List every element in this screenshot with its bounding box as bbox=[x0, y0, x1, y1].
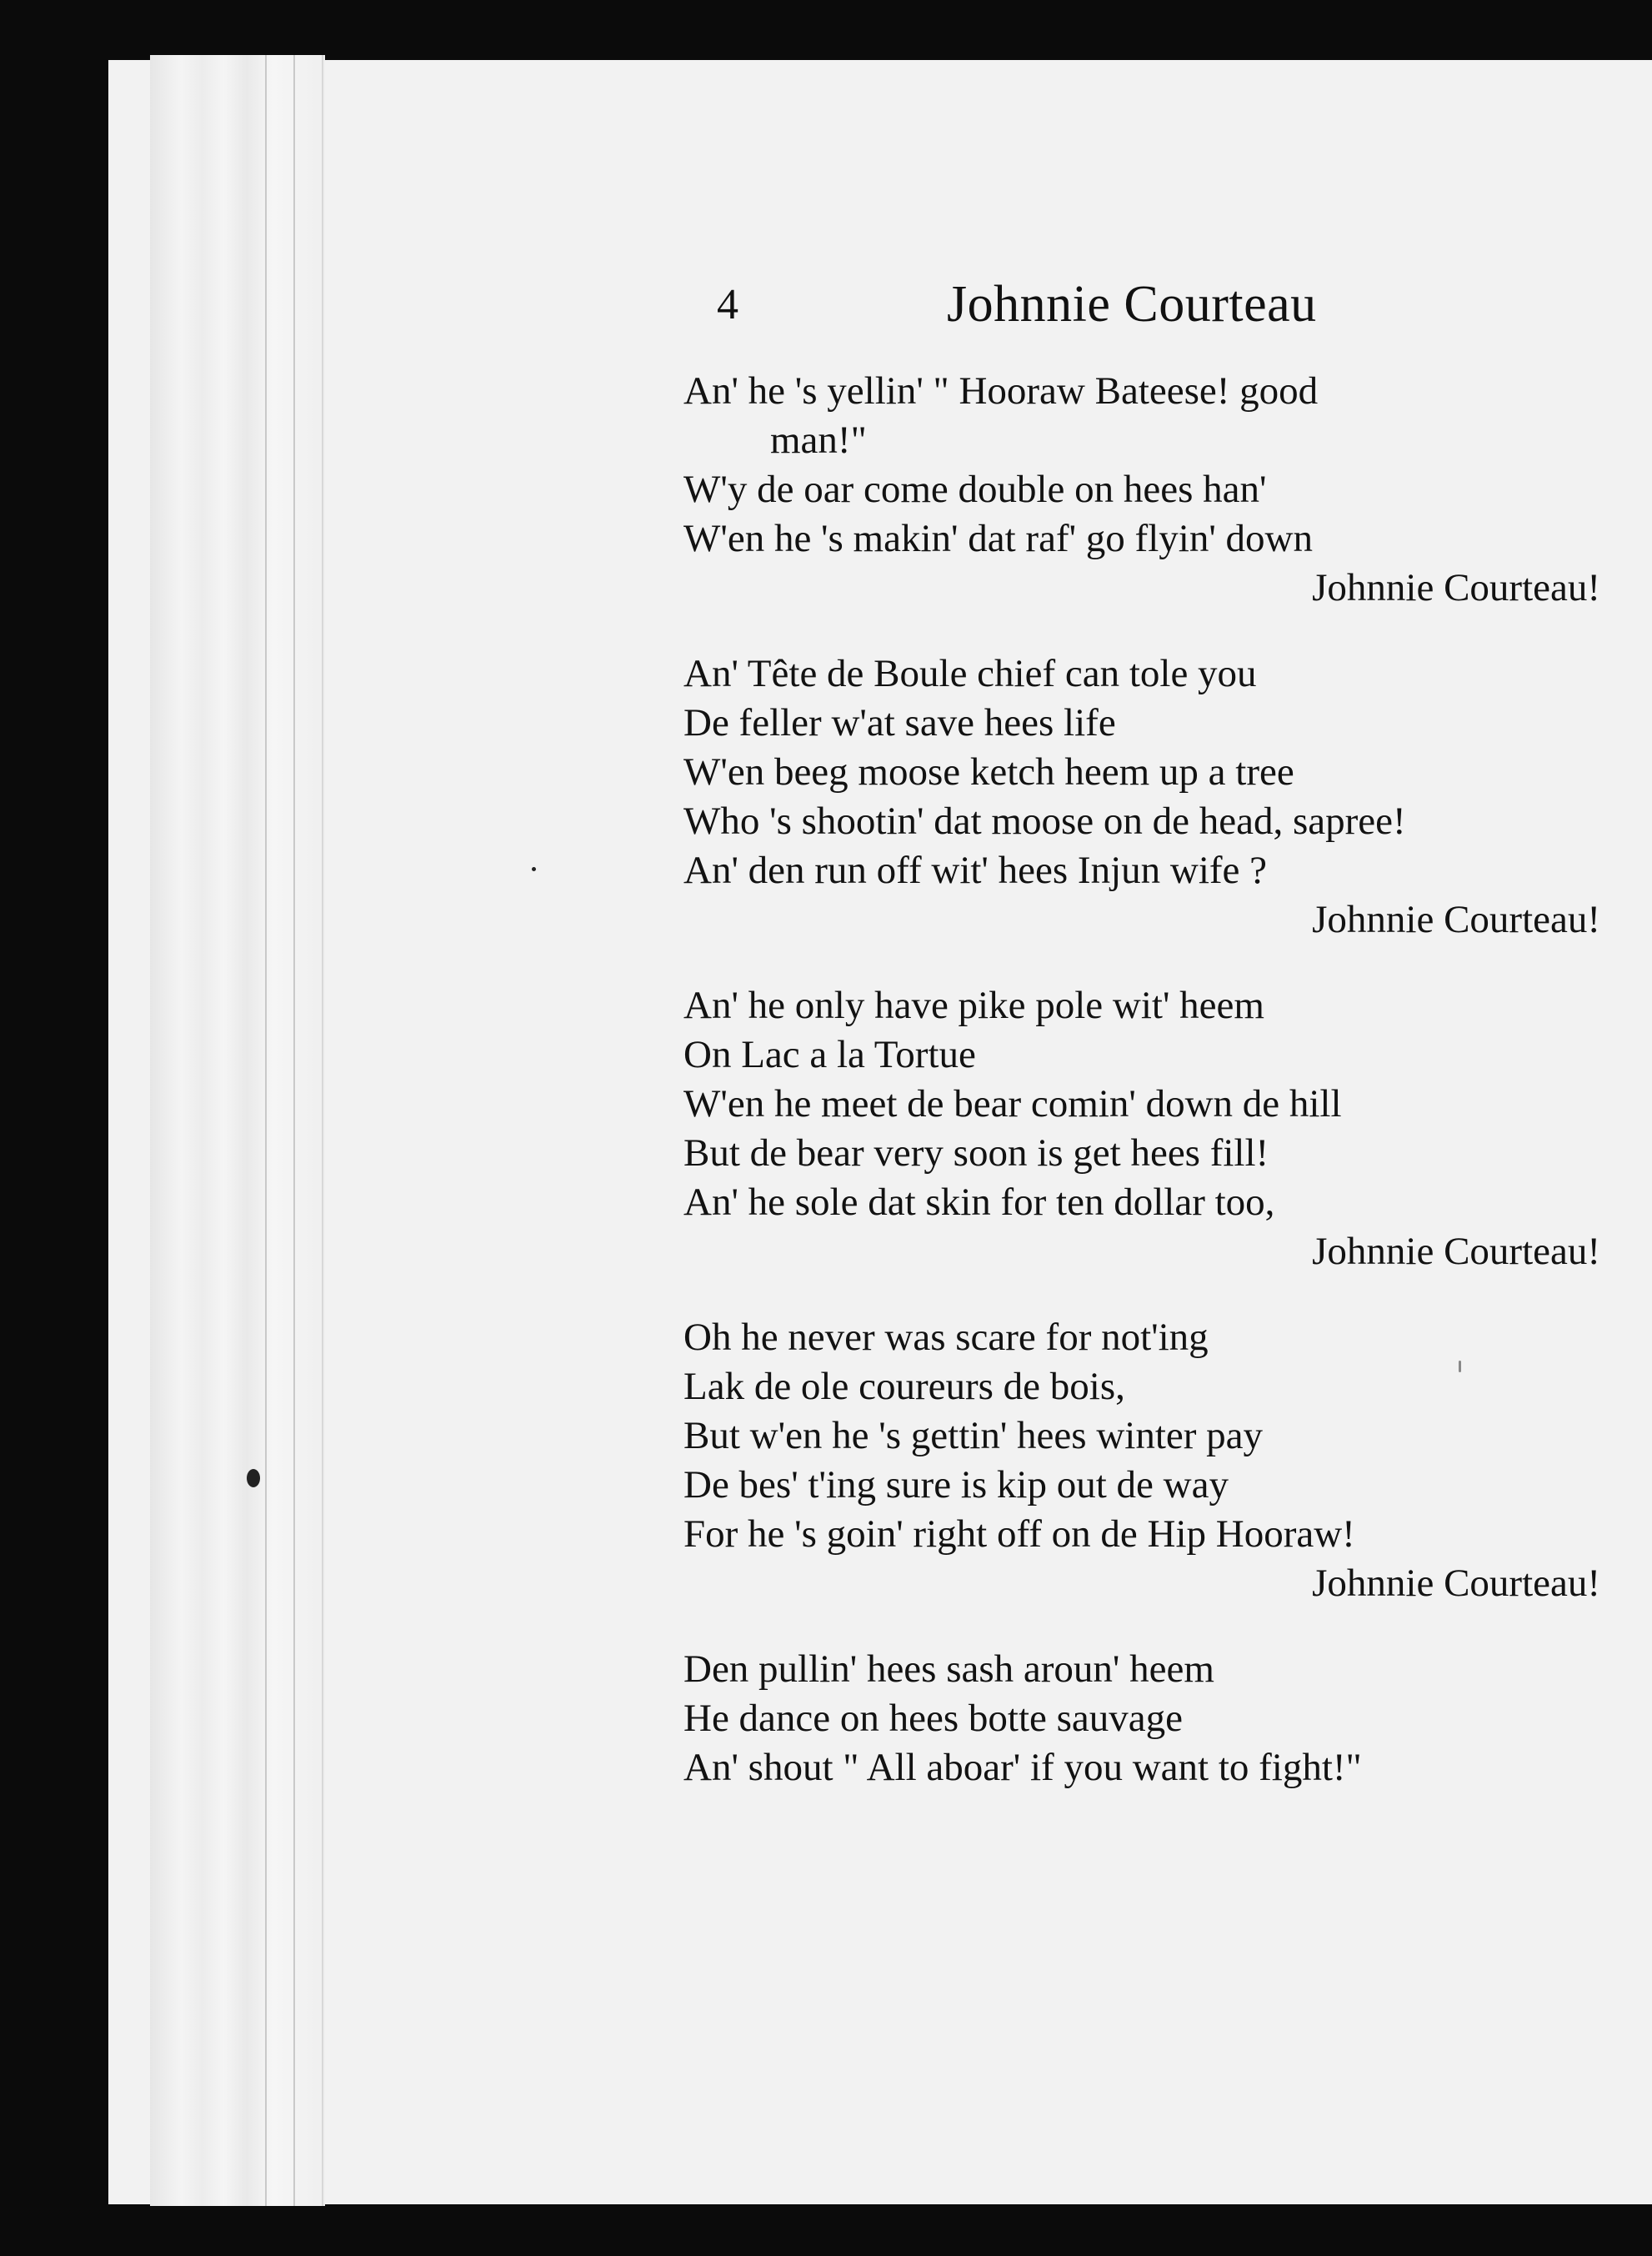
running-title: Johnnie Courteau bbox=[947, 276, 1317, 333]
poem-line: An' shout " All aboar' if you want to fight!" bbox=[683, 1746, 1362, 1789]
poem-line: W'en he 's makin' dat raf' go flyin' down bbox=[683, 517, 1313, 560]
poem-body bbox=[683, 367, 1617, 1792]
poem-line: W'en he meet de bear comin' down de hill bbox=[683, 1082, 1342, 1125]
gutter-line bbox=[265, 55, 267, 2206]
stanza bbox=[683, 367, 1617, 613]
poem-line: W'y de oar come double on hees han' bbox=[683, 468, 1267, 511]
ink-speck bbox=[532, 867, 536, 871]
refrain-line: Johnnie Courteau! bbox=[1312, 1230, 1600, 1273]
poem-line: Lak de ole coureurs de bois, bbox=[683, 1365, 1125, 1408]
poem-line: De bes' t'ing sure is kip out de way bbox=[683, 1463, 1229, 1507]
gutter-line bbox=[293, 55, 295, 2206]
poem-line: An' den run off wit' hees Injun wife ? bbox=[683, 849, 1267, 892]
poem-line: For he 's goin' right off on de Hip Hooraw! bbox=[683, 1512, 1355, 1556]
refrain-line: Johnnie Courteau! bbox=[1312, 898, 1600, 941]
poem-line: Who 's shootin' dat moose on de head, sapree! bbox=[683, 800, 1406, 843]
running-head bbox=[717, 275, 1450, 350]
poem-line: On Lac a la Tortue bbox=[683, 1033, 976, 1076]
binding-gutter bbox=[150, 55, 325, 2206]
poem-line: Oh he never was scare for not'ing bbox=[683, 1316, 1209, 1359]
ink-speck bbox=[247, 1469, 260, 1487]
stanza bbox=[683, 649, 1617, 945]
poem-line: An' Tête de Boule chief can tole you bbox=[683, 652, 1257, 695]
poem-line: But de bear very soon is get hees fill! bbox=[683, 1131, 1269, 1175]
refrain-line: Johnnie Courteau! bbox=[1312, 1562, 1600, 1605]
stanza bbox=[683, 981, 1617, 1276]
poem-line: W'en beeg moose ketch heem up a tree bbox=[683, 750, 1294, 794]
page-number: 4 bbox=[717, 281, 738, 328]
poem-line: An' he 's yellin' " Hooraw Bateese! good bbox=[683, 369, 1319, 413]
poem-line: Den pullin' hees sash aroun' heem bbox=[683, 1647, 1214, 1691]
gutter-line bbox=[322, 55, 323, 2206]
poem-line-continuation: man!" bbox=[770, 419, 867, 462]
poem-line: But w'en he 's gettin' hees winter pay bbox=[683, 1414, 1263, 1457]
stanza bbox=[683, 1645, 1617, 1792]
poem-line: An' he only have pike pole wit' heem bbox=[683, 984, 1264, 1027]
poem-line: An' he sole dat skin for ten dollar too, bbox=[683, 1181, 1275, 1224]
stanza bbox=[683, 1313, 1617, 1608]
poem-line: He dance on hees botte sauvage bbox=[683, 1697, 1183, 1740]
poem-line: De feller w'at save hees life bbox=[683, 701, 1116, 744]
refrain-line: Johnnie Courteau! bbox=[1312, 566, 1600, 609]
